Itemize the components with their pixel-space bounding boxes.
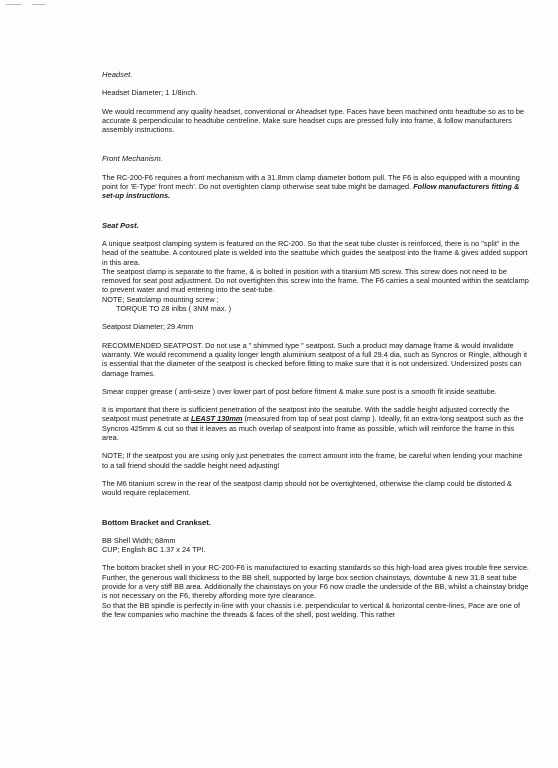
document-body <box>102 70 530 619</box>
paragraph: The M6 titanium screw in the rear of the seatpost clamp should not be overtightened, otherwise the clamp could be distorted & would require replacement. <box>102 478 512 498</box>
paragraph <box>102 405 530 442</box>
emphasis-text: LEAST 130mm <box>191 414 243 424</box>
section-bottom-bracket <box>102 518 530 620</box>
section-headset <box>102 70 530 134</box>
paragraph: We would recommend any quality headset, conventional or Aheadset type. Faces have been machined onto headtube so as to be accurate & perpendicular to headtube centreline. Make sure headset cups are pressed fully into frame, & follow manufacturers assembly instructions. <box>102 106 524 135</box>
section-seat-post <box>102 221 530 498</box>
spec-line: Seatpost Diameter; 29.4mm <box>102 322 194 332</box>
paragraph-text: (measured from top of seat post clamp ). Ideally, fit an extra-long seatpost such as the Syncros 425mm & cut so that it leaves as much overlap of seatpost into frame as possible, which will reinforce the frame in this area. <box>102 414 524 443</box>
section-heading: Seat Post. <box>102 220 139 230</box>
torque-line: TORQUE TO 28 inlbs ( 3NM max. ) <box>116 304 232 314</box>
scan-mark <box>32 4 46 5</box>
paragraph: RECOMMENDED SEATPOST. Do not use a " shimmed type " seatpost. Such a product may damage frame & would invalidate warranty. We would recommend a quality longer length aluminium seatpost of a full 29.4 dia, such as Syncros or Ringle, although it is essential that the diameter of the seatpost is checked before fitting to make sure that it is not undersized. Undersized posts can damage frames. <box>102 340 528 378</box>
note-line: NOTE; Seatclamp mounting screw ; <box>102 294 219 304</box>
paragraph-text: The RC-200-F6 requires a front mechanism with a 31.8mm clamp diameter bottom pull. The F6 is also equipped with a mounting point for 'E-Type' front mech'. Do not overtighten clamp otherwise seat tube might be damaged. <box>102 172 520 192</box>
paragraph: The seatpost clamp is separate to the frame, & is bolted in position with a titanium M5 screw. This screw does not need to be removed for seat post adjustment. Do not overtighten this screw into the frame. The F6 carries a seal mounted within the seatclamp to prevent water and mud entering into the seat-tube. <box>102 266 529 295</box>
section-front-mechanism <box>102 154 530 200</box>
paragraph: A unique seatpost clamping system is featured on the RC-200. So that the seat tube cluster is reinforced, there is no "split" in the head of the seattube. A contoured plate is welded into the seattube which guides the seatpost into the frame & gives added support in this area. <box>102 238 528 267</box>
emphasis-text: Follow manufacturers fitting & set-up instructions. <box>102 182 520 201</box>
paragraph-text: It is important that there is sufficient penetration of the seatpost into the seatube. With the saddle height adjusted correctly the seatpost must penetrate at <box>102 405 510 424</box>
spec-line: BB Shell Width; 68mm <box>102 535 176 545</box>
spec-line: CUP; English BC 1.37 x 24 TPI. <box>102 545 206 555</box>
paragraph: NOTE; If the seatpost you are using only just penetrates the correct amount into the frame, be careful when lending your machine to a tall friend should the saddle height need adjusting! <box>102 451 523 470</box>
scan-mark <box>6 4 22 5</box>
section-heading: Bottom Bracket and Crankset. <box>102 517 211 527</box>
section-heading: Front Mechanism. <box>102 154 163 164</box>
paragraph: The bottom bracket shell in your RC-200-F6 is manufactured to exacting standards so this high-load area gives trouble free service. Further, the generous wall thickness to the BB shell, supported by large box section chainstays, downtube & new 31.8 seat tube provide for a very stiff BB area. Additionally the chainstays on your F6 now cradle the underside of the BB, whilst a chainstay bridge is not necessary on the F6, thereby affording more tyre clearance. <box>102 563 529 601</box>
paragraph: So that the BB spindle is perfectly in-line with your chassis i.e. perpendicular to vertical & horizontal centre-lines, Pace are one of the few companies who machine the threads & faces of the shell, post welding. This rather <box>102 600 520 619</box>
section-heading: Headset. <box>102 70 133 79</box>
spec-line: Headset Diameter; 1 1/8inch. <box>102 88 198 98</box>
paragraph: Smear copper grease ( anti-seize ) over lower part of post before fitment & make sure post is a smooth fit inside seattube. <box>102 386 497 396</box>
paragraph <box>102 173 530 201</box>
